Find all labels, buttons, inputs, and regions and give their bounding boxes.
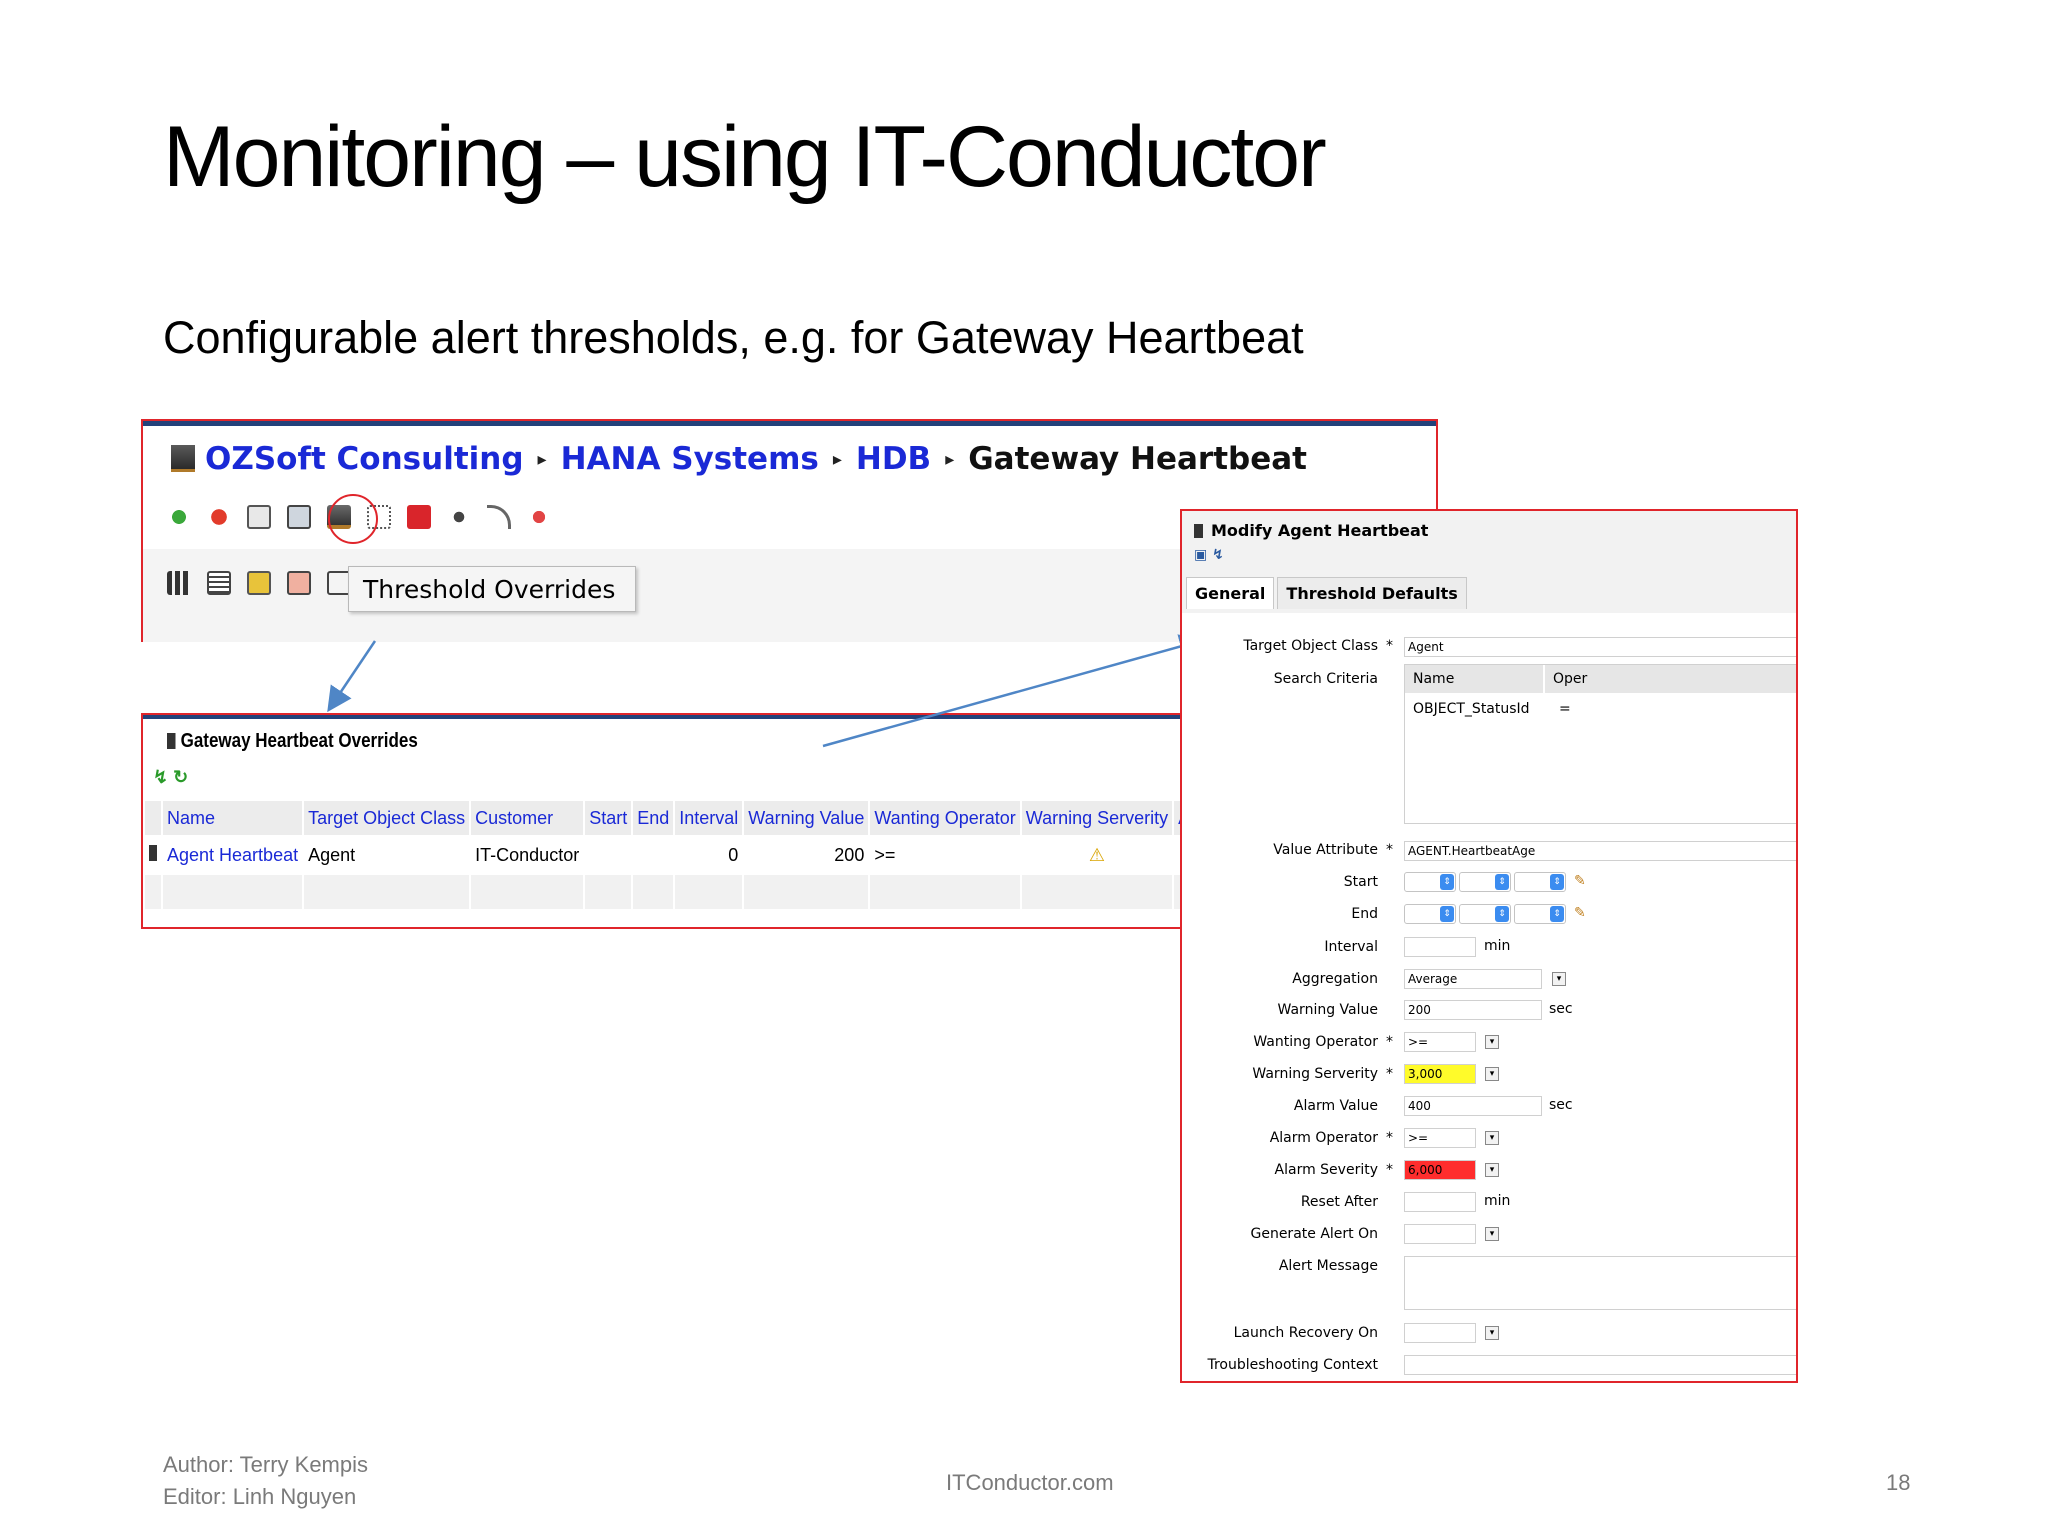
label-aggregation: Aggregation: [1292, 971, 1378, 987]
warning-value-field[interactable]: 200: [1404, 1000, 1542, 1020]
label-start: Start: [1343, 874, 1378, 890]
spinner-icon: ⇕: [1495, 874, 1509, 890]
chevron-down-icon[interactable]: ▾: [1485, 1163, 1499, 1177]
label-target-object-class: Target Object Class: [1243, 638, 1378, 654]
slide-subtitle: Configurable alert thresholds, e.g. for Gateway Heartbeat: [163, 312, 1304, 363]
column-header[interactable]: Warning Serverity: [1021, 801, 1173, 835]
start-hour-spinner[interactable]: [1459, 872, 1511, 892]
save-icon[interactable]: ▣ ↯: [1194, 547, 1224, 563]
column-header[interactable]: Warning Value: [743, 801, 869, 835]
required-mark: *: [1386, 1130, 1393, 1146]
cell-target-class: Agent: [303, 835, 470, 875]
value-attribute-field[interactable]: AGENT.HeartbeatAge: [1404, 841, 1798, 861]
clear-start-icon[interactable]: ✎: [1574, 873, 1586, 889]
required-mark: *: [1386, 638, 1393, 654]
label-reset-after: Reset After: [1300, 1194, 1378, 1210]
breadcrumb-separator: ▸: [945, 449, 955, 470]
column-header[interactable]: Start: [584, 801, 632, 835]
end-date-spinner[interactable]: [1404, 904, 1456, 924]
label-value-attribute: Value Attribute: [1273, 842, 1378, 858]
chevron-down-icon[interactable]: ▾: [1485, 1227, 1499, 1241]
spinner-icon: ⇕: [1440, 906, 1454, 922]
spinner-icon: ⇕: [1495, 906, 1509, 922]
criteria-header-oper: Oper: [1553, 671, 1588, 687]
criteria-header-separator: [1543, 665, 1545, 693]
column-header[interactable]: Name: [162, 801, 303, 835]
generate-alert-on-select[interactable]: [1404, 1224, 1476, 1244]
launch-recovery-on-select[interactable]: [1404, 1323, 1476, 1343]
footer-author: Author: Terry Kempis: [163, 1452, 369, 1477]
breadcrumb-item-hdb[interactable]: HDB: [855, 441, 932, 477]
label-alarm-severity: Alarm Severity: [1274, 1162, 1378, 1178]
cell-warning-value: 200: [743, 835, 869, 875]
chevron-down-icon[interactable]: ▾: [1485, 1035, 1499, 1049]
spinner-icon: ⇕: [1550, 906, 1564, 922]
spinner-icon: ⇕: [1550, 874, 1564, 890]
overrides-title-text: Gateway Heartbeat Overrides: [180, 730, 418, 752]
label-generate-alert-on: Generate Alert On: [1250, 1226, 1378, 1242]
criteria-header: [1405, 665, 1797, 693]
refresh-icon[interactable]: ↯ ↻: [153, 767, 189, 787]
spinner-icon: ⇕: [1440, 874, 1454, 890]
chevron-down-icon[interactable]: ▾: [1552, 972, 1566, 986]
label-alert-message: Alert Message: [1278, 1258, 1378, 1274]
chevron-down-icon[interactable]: ▾: [1485, 1067, 1499, 1081]
modify-actions: [1194, 547, 1224, 563]
alert-message-textarea[interactable]: [1404, 1256, 1798, 1310]
column-header[interactable]: Customer: [470, 801, 584, 835]
breadcrumb-item-hana-systems[interactable]: HANA Systems: [560, 441, 819, 477]
column-header[interactable]: End: [632, 801, 674, 835]
breadcrumb-item-ozsoft[interactable]: OZSoft Consulting: [205, 441, 524, 477]
criteria-header-name: Name: [1413, 671, 1455, 687]
breadcrumb-current: Gateway Heartbeat: [968, 441, 1307, 477]
chevron-down-icon[interactable]: ▾: [1485, 1131, 1499, 1145]
footer-editor: Editor: Linh Nguyen: [163, 1484, 357, 1509]
end-minute-spinner[interactable]: [1514, 904, 1566, 924]
label-search-criteria: Search Criteria: [1273, 671, 1378, 687]
cell-customer: IT-Conductor: [470, 835, 584, 875]
label-interval: Interval: [1324, 939, 1378, 955]
label-warning-serverity: Warning Serverity: [1252, 1066, 1378, 1082]
arrow-to-overrides: [330, 641, 375, 708]
alarm-severity-select[interactable]: 6,000: [1404, 1160, 1476, 1180]
alarm-value-field[interactable]: 400: [1404, 1096, 1542, 1116]
building-icon: [1194, 524, 1203, 538]
aggregation-select[interactable]: Average: [1404, 969, 1542, 989]
breadcrumb-separator: ▸: [537, 449, 547, 470]
reset-after-unit: min: [1484, 1193, 1511, 1209]
interval-unit: min: [1484, 938, 1511, 954]
footer-site: ITConductor.com: [946, 1470, 1114, 1495]
modify-heartbeat-panel: [1180, 509, 1798, 1383]
tab-general[interactable]: General: [1186, 577, 1274, 609]
arrow-to-modify: [823, 641, 1200, 746]
criteria-oper-value: =: [1559, 701, 1571, 717]
slide-title: Monitoring – using IT-Conductor: [163, 109, 1325, 205]
override-name-link[interactable]: Agent Heartbeat: [167, 844, 299, 865]
alarm-value-unit: sec: [1549, 1097, 1573, 1113]
modify-title-text: Modify Agent Heartbeat: [1211, 521, 1429, 540]
label-warning-value: Warning Value: [1277, 1002, 1378, 1018]
cell-interval: 0: [674, 835, 743, 875]
required-mark: *: [1386, 1066, 1393, 1082]
clear-end-icon[interactable]: ✎: [1574, 905, 1586, 921]
troubleshooting-context-field[interactable]: [1404, 1355, 1798, 1375]
label-end: End: [1351, 906, 1378, 922]
label-launch-recovery-on: Launch Recovery On: [1233, 1325, 1378, 1341]
target-object-class-field[interactable]: Agent: [1404, 637, 1798, 657]
required-mark: *: [1386, 1034, 1393, 1050]
label-alarm-operator: Alarm Operator: [1269, 1130, 1378, 1146]
reset-after-field[interactable]: [1404, 1192, 1476, 1212]
warning-serverity-select[interactable]: 3,000: [1404, 1064, 1476, 1084]
alarm-operator-select[interactable]: >=: [1404, 1128, 1476, 1148]
breadcrumb-separator: ▸: [832, 449, 842, 470]
wanting-operator-select[interactable]: >=: [1404, 1032, 1476, 1052]
chevron-down-icon[interactable]: ▾: [1485, 1326, 1499, 1340]
required-mark: *: [1386, 842, 1393, 858]
start-minute-spinner[interactable]: [1514, 872, 1566, 892]
search-criteria-grid[interactable]: [1404, 664, 1798, 824]
tab-threshold-defaults[interactable]: Threshold Defaults: [1277, 577, 1466, 609]
modify-title: [1194, 521, 1428, 540]
column-header[interactable]: Wanting Operator: [869, 801, 1020, 835]
warning-icon: ⚠: [1021, 835, 1173, 875]
modify-tabs: [1186, 577, 1470, 609]
column-header[interactable]: Target Object Class: [303, 801, 470, 835]
criteria-name-value: OBJECT_StatusId: [1413, 701, 1530, 717]
tooltip: Threshold Overrides: [348, 566, 636, 612]
end-hour-spinner[interactable]: [1459, 904, 1511, 924]
label-wanting-operator: Wanting Operator: [1253, 1034, 1378, 1050]
label-alarm-value: Alarm Value: [1293, 1098, 1378, 1114]
column-header[interactable]: Interval: [674, 801, 743, 835]
start-date-spinner[interactable]: [1404, 872, 1456, 892]
cell-warning-operator: >=: [869, 835, 1020, 875]
required-mark: *: [1386, 1162, 1393, 1178]
interval-field[interactable]: [1404, 937, 1476, 957]
page-number: 18: [1886, 1470, 1911, 1495]
warning-value-unit: sec: [1549, 1001, 1573, 1017]
label-troubleshooting-context: Troubleshooting Context: [1207, 1357, 1378, 1373]
